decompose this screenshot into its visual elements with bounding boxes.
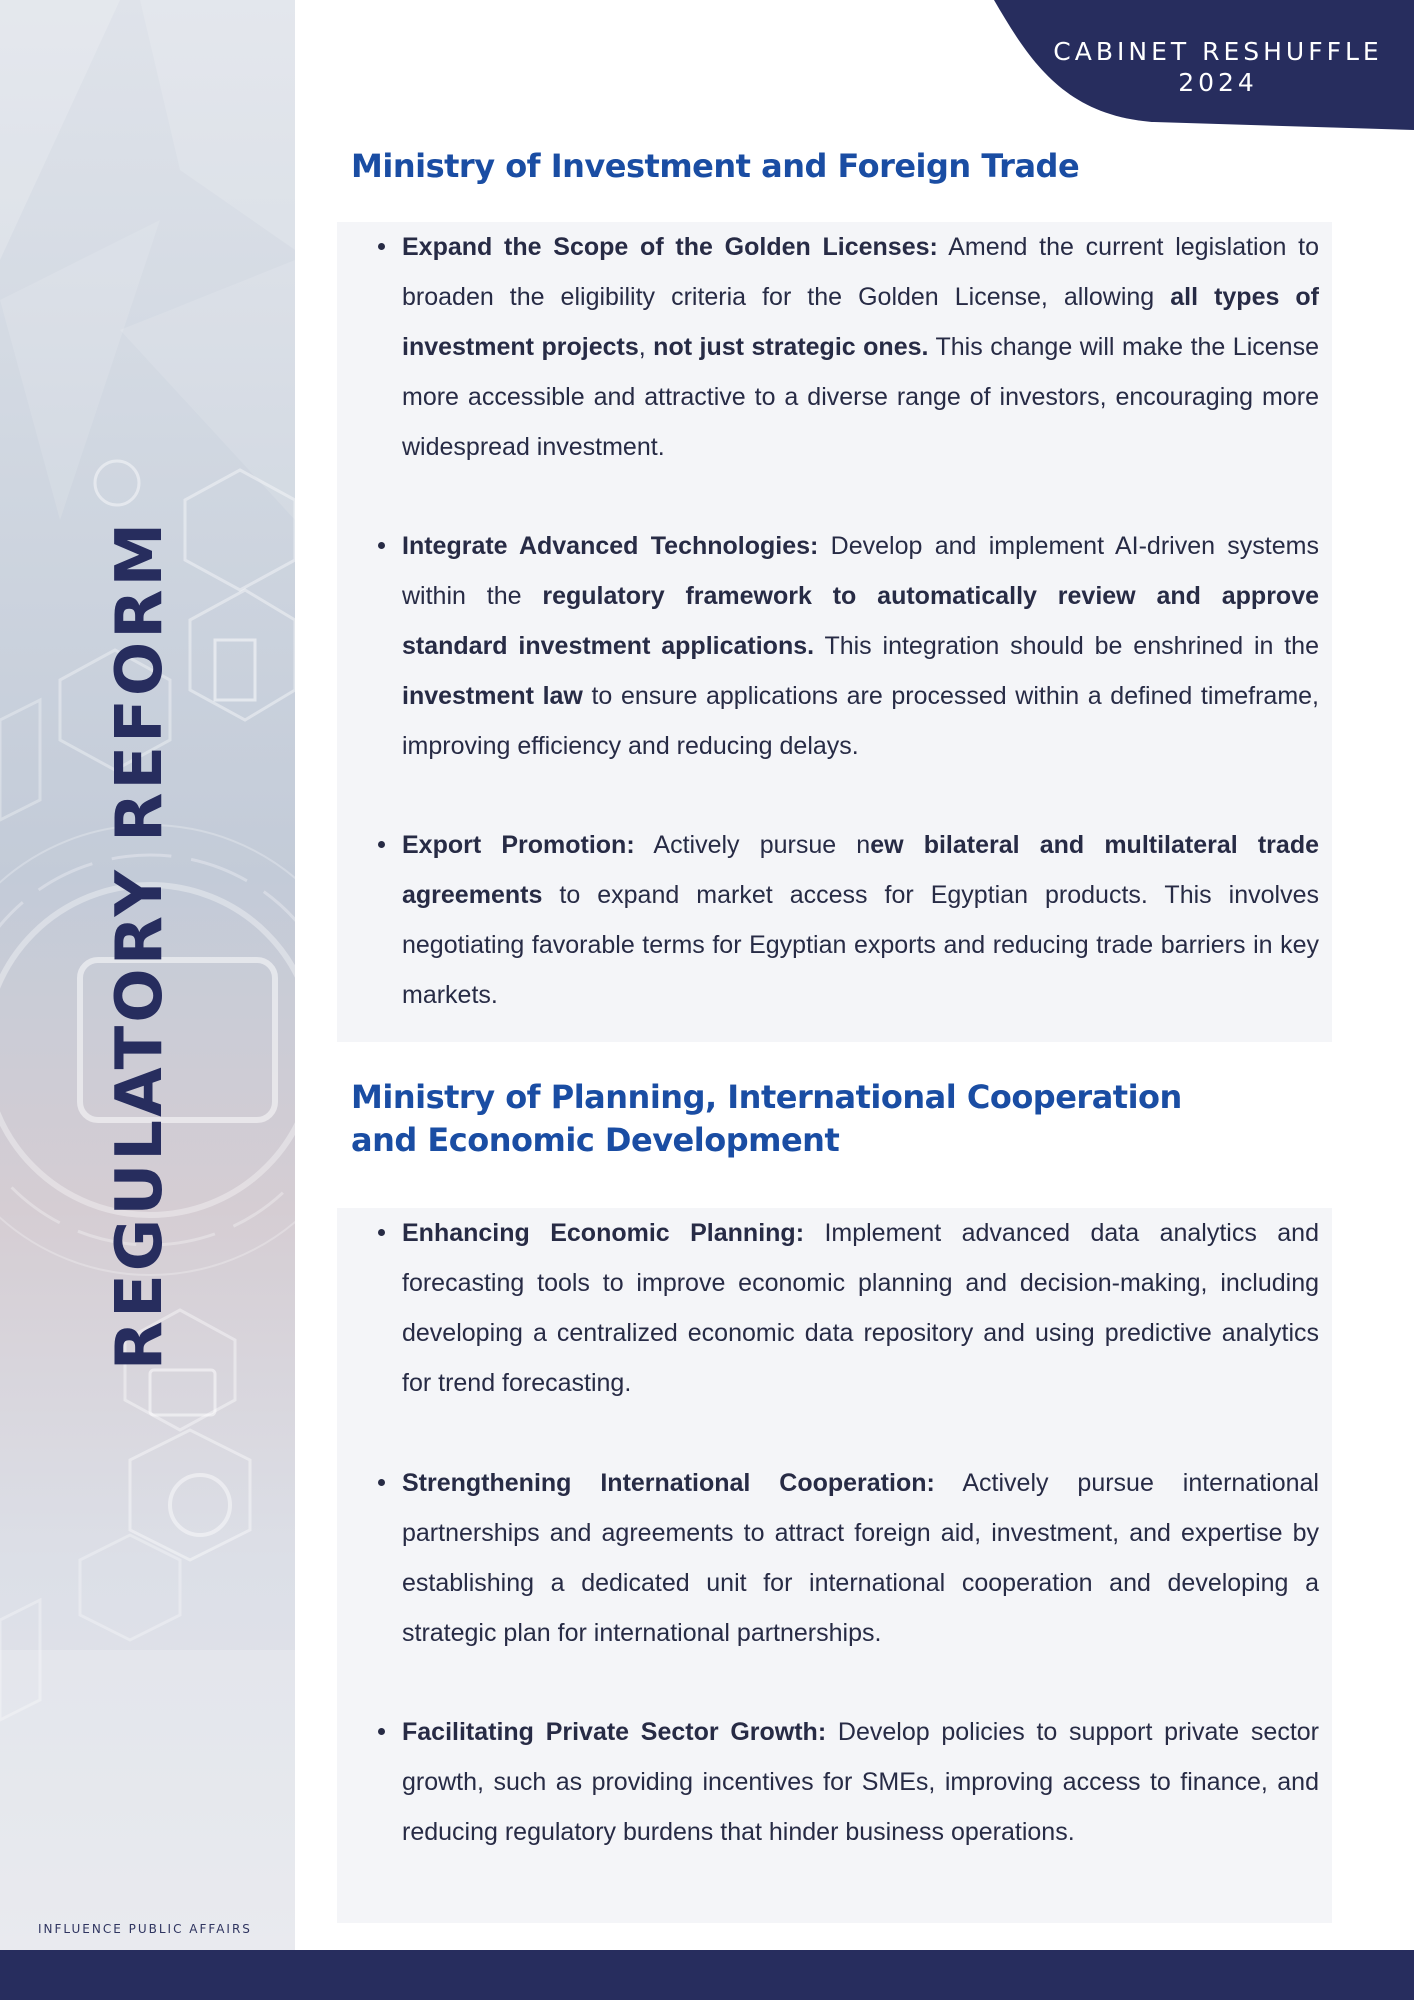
text-run: Amend the current legislation to broaden the eligibility criteria for the Golden License, allowing xyxy=(402,233,1320,311)
bullet-dot xyxy=(378,542,385,549)
bold-run: Facilitating Private Sector Growth: xyxy=(402,1718,827,1746)
bold-run: Integrate Advanced Technologies: xyxy=(402,532,819,560)
text-run: to expand market access for Egyptian products. This involves negotiating favorable terms for Egyptian exports and reducing trade barriers in key markets. xyxy=(402,881,1319,1009)
bold-run: Strengthening International Cooperation: xyxy=(402,1469,935,1497)
list-item xyxy=(402,1707,1319,1857)
header-badge xyxy=(994,0,1414,130)
list-item-text xyxy=(402,831,1319,1009)
bold-run: Enhancing Economic Planning: xyxy=(402,1219,805,1247)
bold-run: regulatory framework to automatically review and approve standard investment applications. xyxy=(402,582,1320,660)
text-run: Develop policies to support private sector growth, such as providing incentives for SMEs, improving access to finance, and reducing regulatory burdens that hinder business operations. xyxy=(402,1718,1320,1846)
section-title xyxy=(351,145,1079,188)
footer-brand: INFLUENCE PUBLIC AFFAIRS xyxy=(38,1922,252,1936)
text-run: Actively pursue international partnerships and agreements to attract foreign aid, investment, and expertise by establishing a dedicated unit for international cooperation and developing a strategic plan for international partnerships. xyxy=(402,1469,1319,1647)
badge-line-1: CABINET RESHUFFLE xyxy=(1053,37,1383,66)
bullet-dot xyxy=(378,841,385,848)
section-title-line: Ministry of Investment and Foreign Trade xyxy=(351,147,1080,185)
section-title xyxy=(351,1076,1182,1162)
bullet-dot xyxy=(378,1229,385,1236)
list-item-text xyxy=(402,1718,1319,1846)
list-item-text xyxy=(402,233,1319,461)
badge-line-2: 2024 xyxy=(1178,68,1258,97)
list-item-text xyxy=(402,1219,1319,1397)
sidebar-banner xyxy=(0,0,295,1950)
text-run: This change will make the License more accessible and attractive to a diverse range of investors, encouraging more widespread investment. xyxy=(402,333,1319,461)
text-run: Develop and implement AI-driven systems within the xyxy=(402,532,1319,610)
list-item xyxy=(402,1458,1319,1658)
section-title-line: and Economic Development xyxy=(351,1121,840,1159)
vertical-title: REGULATORY REFORM xyxy=(103,519,177,1371)
bold-run: Expand the Scope of the Golden Licenses: xyxy=(402,233,938,261)
bullet-dot xyxy=(378,243,385,250)
bold-run: investment law xyxy=(402,682,583,710)
content-panel xyxy=(337,1208,1332,1923)
list-item-text xyxy=(402,1469,1319,1647)
bold-run: Export Promotion: xyxy=(402,831,635,859)
bold-run: not just strategic ones. xyxy=(653,333,929,361)
list-item-text xyxy=(402,532,1319,760)
list-item xyxy=(402,521,1319,771)
bullet-dot xyxy=(378,1479,385,1486)
bullet-dot xyxy=(378,1728,385,1735)
section-title-line: Ministry of Planning, International Cooperation xyxy=(351,1078,1182,1116)
bold-run: ew bilateral and multilateral trade agreements xyxy=(402,831,1319,909)
badge-text xyxy=(1048,36,1388,98)
text-run: This integration should be enshrined in the xyxy=(814,632,1319,660)
text-run: Actively pursue n xyxy=(634,831,871,859)
content-panel xyxy=(337,222,1332,1042)
text-run: to ensure applications are processed within a defined timeframe, improving efficiency and reducing delays. xyxy=(402,682,1319,760)
footer-bar xyxy=(0,1950,1414,2000)
list-item xyxy=(402,1208,1319,1408)
text-run: , xyxy=(638,333,654,361)
list-item xyxy=(402,820,1319,1020)
list-item xyxy=(402,222,1319,472)
text-run: Implement advanced data analytics and forecasting tools to improve economic planning and decision-making, including developing a centralized economic data repository and using predictive analytics for trend forecasting. xyxy=(402,1219,1319,1397)
bold-run: all types of investment projects xyxy=(402,283,1320,361)
